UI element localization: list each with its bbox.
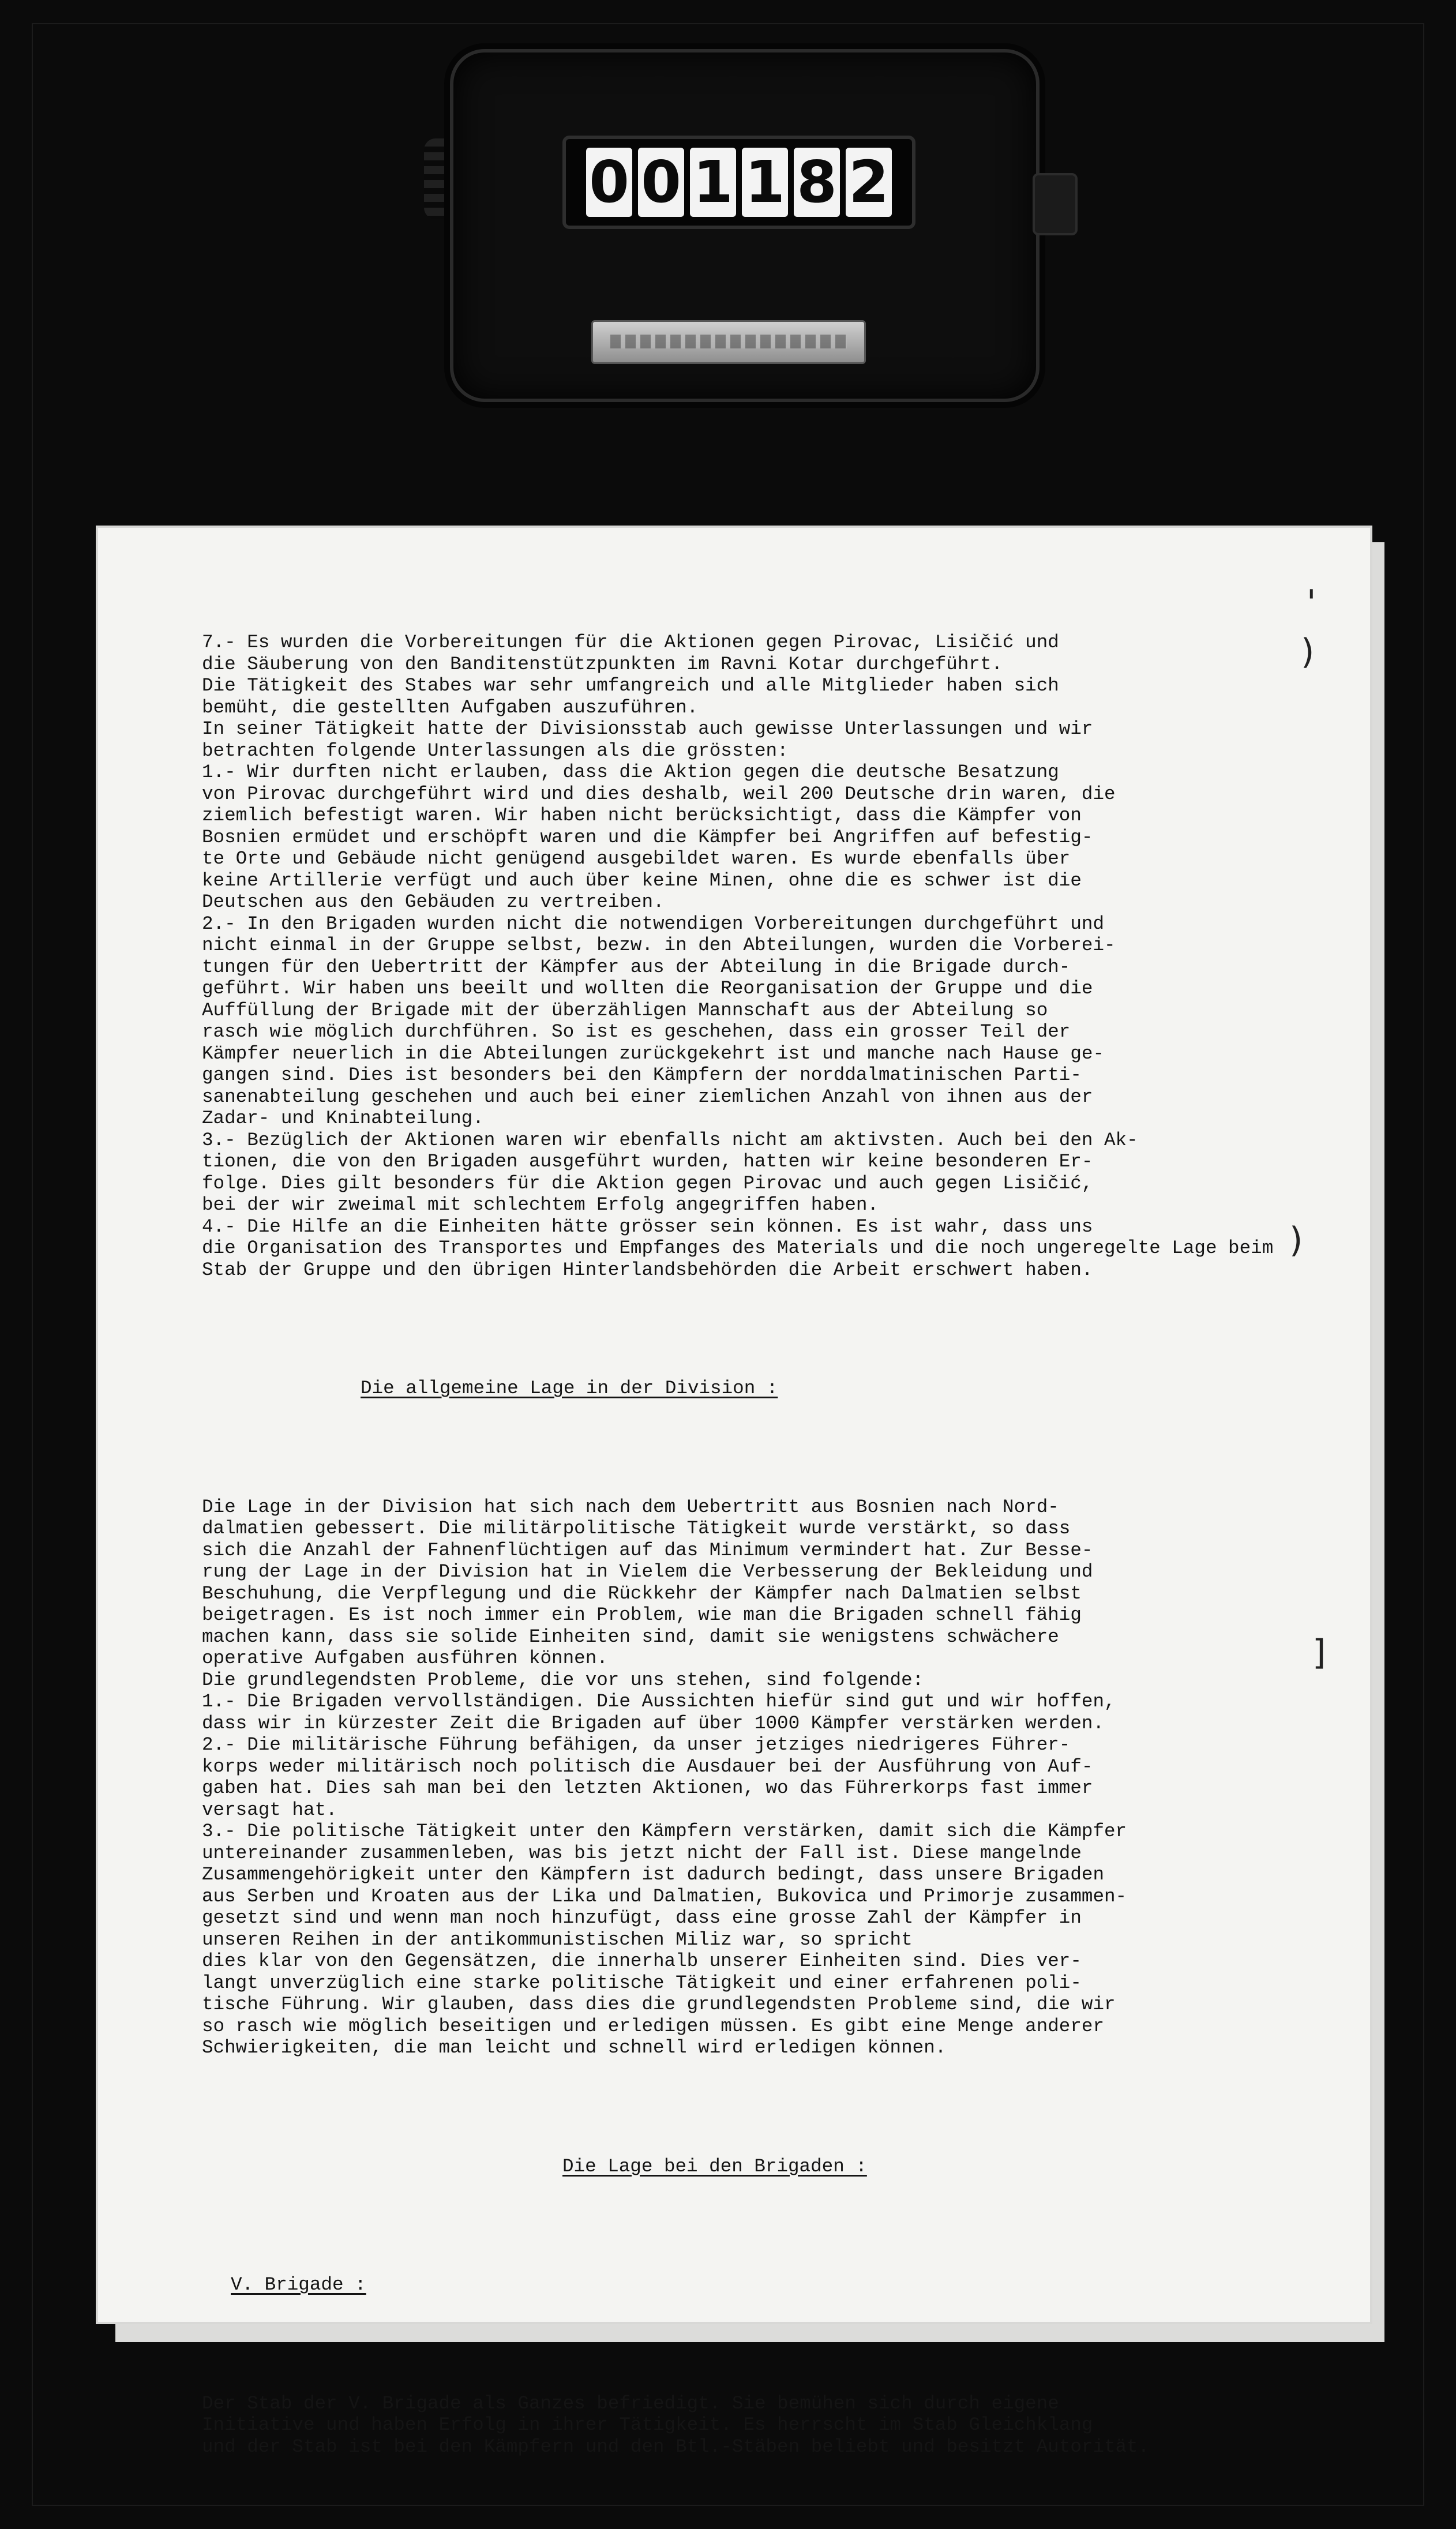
text-line: gangen sind. Dies ist besonders bei den Kämpfern der norddalmatinischen Parti- [202, 1064, 1082, 1086]
text-line: Schwierigkeiten, die man leicht und schnell wird erledigen können. [202, 2037, 947, 2058]
text-line: betrachten folgende Unterlassungen als die grössten: [202, 740, 789, 761]
text-line: 7.- Es wurden die Vorbereitungen für die Aktionen gegen Pirovac, Lisičić und [202, 632, 1059, 653]
text-line: Deutschen aus den Gebäuden zu vertreiben. [202, 891, 665, 913]
text-line: Bosnien ermüdet und erschöpft waren und die Kämpfer bei Angriffen auf befestig- [202, 826, 1093, 848]
text-line: bei der wir zweimal mit schlechtem Erfolg angegriffen haben. [202, 1194, 879, 1215]
text-line: aus Serben und Kroaten aus der Lika und Dalmatien, Bukovica und Primorje zusammen- [202, 1885, 1127, 1907]
margin-mark: ) [1301, 632, 1315, 672]
counter-display [562, 136, 915, 229]
text-line: tungen für den Uebertritt der Kämpfer aus der Abteilung in die Brigade durch- [202, 956, 1071, 978]
text-line: die Organisation des Transportes und Empfanges des Materials und die noch ungeregelte Lage beim [202, 1237, 1274, 1259]
text-line: tionen, die von den Brigaden ausgeführt wurden, hatten wir keine besonderen Er- [202, 1151, 1093, 1172]
text-line: 2.- Die militärische Führung befähigen, da unser jetziges niedrigeres Führer- [202, 1734, 1071, 1755]
text-line: Zusammengehörigkeit unter den Kämpfern ist dadurch bedingt, dass unsere Brigaden [202, 1864, 1105, 1885]
counter-digit: 0 [638, 148, 684, 217]
margin-mark: ) [1289, 1220, 1303, 1260]
text-line: korps weder militärisch noch politisch die Ausdauer bei der Ausführung von Auf- [202, 1755, 1093, 1777]
text-line: langt unverzüglich eine starke politische Tätigkeit und einer erfahrenen poli- [202, 1972, 1082, 1994]
paragraph-block-3 [202, 2393, 1373, 2458]
text-line: In seiner Tätigkeit hatte der Divisionsstab auch gewisse Unterlassungen und wir [202, 718, 1093, 740]
counter-digit: 1 [690, 148, 736, 217]
text-line: operative Aufgaben ausführen können. [202, 1648, 608, 1669]
text-line: sich die Anzahl der Fahnenflüchtigen auf das Minimum vermindert hat. Zur Besse- [202, 1539, 1093, 1561]
counter-digit: 2 [846, 148, 892, 217]
text-line: machen kann, dass sie solide Einheiten sind, damit sie wenigstens schwächere [202, 1626, 1059, 1648]
text-line: 3.- Die politische Tätigkeit unter den Kämpfern verstärken, damit sich die Kämpfer [202, 1821, 1127, 1842]
text-line: Stab der Gruppe und den übrigen Hinterlandsbehörden die Arbeit erschwert haben. [202, 1259, 1093, 1281]
text-line: ziemlich befestigt waren. Wir haben nicht berücksichtigt, dass die Kämpfer von [202, 805, 1082, 826]
text-line: dalmatien gebessert. Die militärpolitische Tätigkeit wurde verstärkt, so dass [202, 1518, 1071, 1539]
text-line: sanenabteilung geschehen und auch bei einer ziemlichen Anzahl von ihnen aus der [202, 1086, 1093, 1108]
text-line: rasch wie möglich durchführen. So ist es geschehen, dass ein grosser Teil der [202, 1021, 1071, 1042]
text-line: Zadar- und Kninabteilung. [202, 1108, 484, 1129]
text-line: geführt. Wir haben uns beeilt und wollten die Reorganisation der Gruppe und die [202, 978, 1093, 999]
text-line: untereinander zusammenleben, was bis jetzt nicht der Fall ist. Diese mangelnde [202, 1842, 1082, 1864]
margin-mark: ' [1307, 583, 1316, 623]
text-line: 2.- In den Brigaden wurden nicht die notwendigen Vorbereitungen durchgeführt und [202, 913, 1105, 935]
text-line: 4.- Die Hilfe an die Einheiten hätte grösser sein können. Es ist wahr, dass uns [202, 1215, 1093, 1237]
text-line: beigetragen. Es ist noch immer ein Problem, wie man die Brigaden schnell fähig [202, 1604, 1082, 1626]
text-line: rung der Lage in der Division hat in Vielem die Verbesserung der Bekleidung und [202, 1561, 1093, 1582]
document-text [202, 588, 1373, 2479]
text-line: 1.- Die Brigaden vervollständigen. Die Aussichten hiefür sind gut und wir hoffen, [202, 1691, 1116, 1712]
section-heading: Die Lage bei den Brigaden : [562, 2155, 867, 2177]
text-line: dies klar von den Gegensätzen, die innerhalb unserer Einheiten sind. Dies ver- [202, 1950, 1082, 1972]
text-line: Kämpfer neuerlich in die Abteilungen zurückgekehrt ist und manche nach Hause ge- [202, 1042, 1105, 1064]
text-line: bemüht, die gestellten Aufgaben auszuführen. [202, 696, 699, 718]
counter-nameplate [591, 320, 866, 364]
text-line: unseren Reihen in der antikommunistischen Miliz war, so spricht [202, 1928, 913, 1950]
text-line: und der Stab ist bei den Kämpfern und den Btl.-Stäben beliebt und besitzt Autorität. [202, 2436, 1150, 2457]
counter-knob [1033, 173, 1078, 235]
section-heading: Die allgemeine Lage in der Division : [361, 1378, 778, 1399]
text-line: 3.- Bezüglich der Aktionen waren wir ebenfalls nicht am aktivsten. Auch bei den Ak- [202, 1129, 1138, 1151]
text-line: gaben hat. Dies sah man bei den letzten Aktionen, wo das Führerkorps fast immer [202, 1777, 1093, 1799]
text-line: te Orte und Gebäude nicht genügend ausgebildet waren. Es wurde ebenfalls über [202, 848, 1071, 869]
text-line: Die grundlegendsten Probleme, die vor uns stehen, sind folgende: [202, 1669, 924, 1691]
text-line: Die Lage in der Division hat sich nach dem Uebertritt aus Bosnien nach Nord- [202, 1496, 1059, 1518]
paragraph-block-2 [202, 1496, 1373, 2059]
text-line: so rasch wie möglich beseitigen und erledigen müssen. Es gibt eine Menge anderer [202, 2015, 1105, 2037]
text-line: Der Stab der V. Brigade als Ganzes befriedigt. Sie bemühen sich durch eigene [202, 2392, 1059, 2414]
text-line: gesetzt sind und wenn man noch hinzufügt, dass eine grosse Zahl der Kämpfer in [202, 1907, 1082, 1928]
subsection-heading: V. Brigade : [231, 2274, 366, 2295]
text-line: von Pirovac durchgeführt wird und dies deshalb, weil 200 Deutsche drin waren, die [202, 783, 1116, 805]
text-line: nicht einmal in der Gruppe selbst, bezw. in den Abteilungen, wurden die Vorberei- [202, 935, 1116, 956]
text-line: dass wir in kürzester Zeit die Brigaden auf über 1000 Kämpfer verstärken werden. [202, 1712, 1105, 1734]
counter-digit: 8 [794, 148, 840, 217]
text-line: Beschuhung, die Verpflegung und die Rückkehr der Kämpfer nach Dalmatien selbst [202, 1582, 1082, 1604]
margin-mark: ] [1312, 1633, 1326, 1673]
text-line: tische Führung. Wir glauben, dass dies die grundlegendsten Probleme sind, die wir [202, 1994, 1116, 2015]
text-line: Initiative und haben Erfolg in ihrer Tätigkeit. Es herrscht im Stab Gleichklang [202, 2414, 1093, 2436]
text-line: keine Artillerie verfügt und auch über keine Minen, ohne die es schwer ist die [202, 869, 1082, 891]
text-line: die Säuberung von den Banditenstützpunkten im Ravni Kotar durchgeführt. [202, 653, 1003, 675]
text-line: Auffüllung der Brigade mit der überzähligen Mannschaft aus der Abteilung so [202, 999, 1048, 1021]
text-line: Die Tätigkeit des Stabes war sehr umfangreich und alle Mitglieder haben sich [202, 675, 1059, 696]
text-line: 1.- Wir durften nicht erlauben, dass die Aktion gegen die deutsche Besatzung [202, 761, 1059, 783]
text-line: versagt hat. [202, 1799, 337, 1821]
counter-digit: 1 [742, 148, 788, 217]
counter-digit: 0 [586, 148, 632, 217]
paragraph-block-1 [202, 632, 1373, 1281]
text-line: folge. Dies gilt besonders für die Aktion gegen Pirovac und auch gegen Lisičić, [202, 1172, 1093, 1194]
